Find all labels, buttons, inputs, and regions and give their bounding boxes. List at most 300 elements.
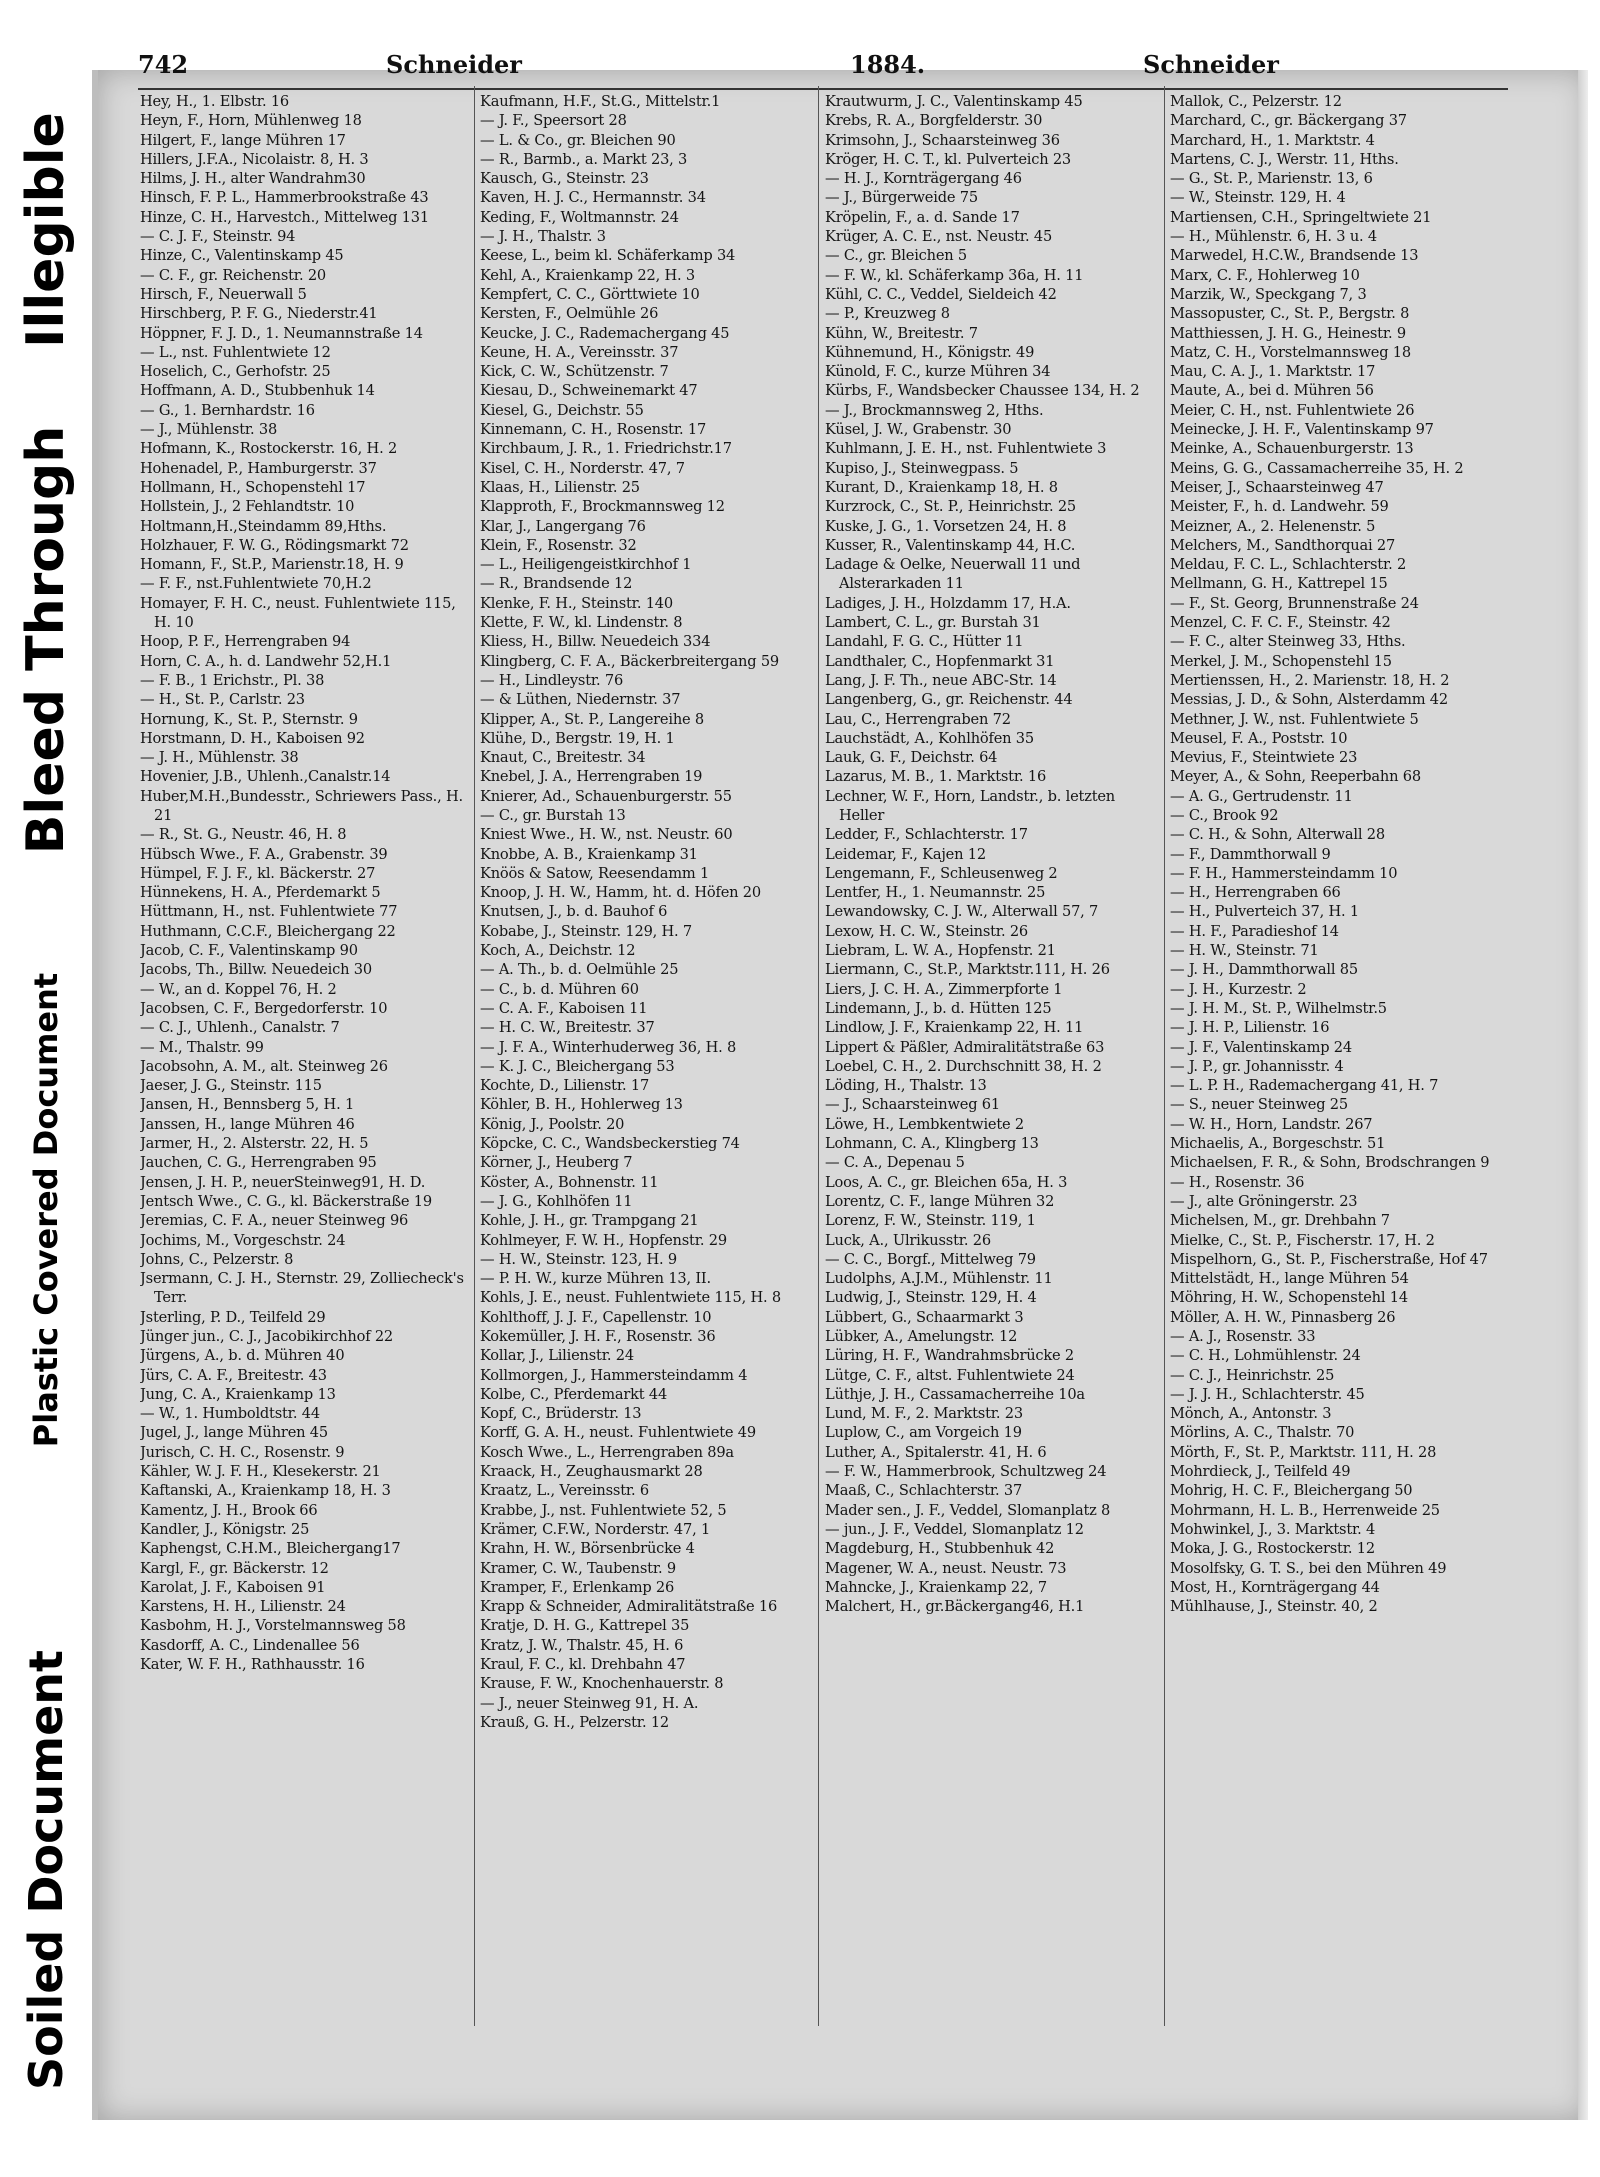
directory-entry: — J., neuer Steinweg 91, H. A. xyxy=(480,1694,699,1712)
directory-entry: Kiesel, G., Deichstr. 55 xyxy=(480,401,644,419)
directory-entry: Kühnemund, H., Königstr. 49 xyxy=(825,343,1035,361)
directory-entry: Kater, W. F. H., Rathhausstr. 16 xyxy=(140,1656,365,1674)
directory-entry: Meier, C. H., nst. Fuhlentwiete 26 xyxy=(1170,401,1415,419)
directory-entry: Jung, C. A., Kraienkamp 13 xyxy=(140,1385,336,1403)
directory-entry: Janssen, H., lange Mühren 46 xyxy=(140,1115,355,1133)
directory-entry: — J. J. H., Schlachterstr. 45 xyxy=(1170,1385,1365,1403)
directory-entry: Klette, F. W., kl. Lindenstr. 8 xyxy=(480,614,683,632)
directory-entry: Kaftanski, A., Kraienkamp 18, H. 3 xyxy=(140,1482,391,1500)
directory-entry: — J., Bürgerweide 75 xyxy=(825,189,978,207)
directory-entry: — W. H., Horn, Landstr. 267 xyxy=(1170,1115,1373,1133)
directory-entry: Merkel, J. M., Schopenstehl 15 xyxy=(1170,652,1392,670)
directory-entry: Melchers, M., Sandthorquai 27 xyxy=(1170,536,1396,554)
directory-entry: Mohwinkel, J., 3. Marktstr. 4 xyxy=(1170,1520,1376,1538)
directory-entry: Lindemann, J., b. d. Hütten 125 xyxy=(825,999,1052,1017)
directory-entry: Maaß, C., Schlachterstr. 37 xyxy=(825,1482,1023,1500)
directory-entry: Matthiessen, J. H. G., Heinestr. 9 xyxy=(1170,324,1406,342)
directory-entry: Knaut, C., Breitestr. 34 xyxy=(480,749,646,767)
directory-entry: Mertienssen, H., 2. Marienstr. 18, H. 2 xyxy=(1170,671,1450,689)
directory-entry: Klaas, H., Lilienstr. 25 xyxy=(480,478,640,496)
directory-entry: Lentfer, H., 1. Neumannstr. 25 xyxy=(825,884,1046,902)
directory-entry: — J. H., Thalstr. 3 xyxy=(480,228,606,246)
directory-entry: Koch, A., Deichstr. 12 xyxy=(480,942,636,960)
directory-entry: Löding, H., Thalstr. 13 xyxy=(825,1077,987,1095)
directory-entry: Kraul, F. C., kl. Drehbahn 47 xyxy=(480,1656,686,1674)
directory-entry: Homayer, F. H. C., neust. Fuhlentwiete 115, H. 10 xyxy=(140,594,456,632)
directory-entry: Mau, C. A. J., 1. Marktstr. 17 xyxy=(1170,363,1376,381)
directory-entry: Kick, C. W., Schützenstr. 7 xyxy=(480,363,669,381)
directory-entry: — R., Barmb., a. Markt 23, 3 xyxy=(480,150,688,168)
directory-entry: Krautwurm, J. C., Valentinskamp 45 xyxy=(825,93,1083,110)
directory-entry: Leidemar, F., Kajen 12 xyxy=(825,845,986,863)
directory-entry: Loos, A. C., gr. Bleichen 65a, H. 3 xyxy=(825,1173,1068,1191)
directory-column-2 xyxy=(480,92,805,2022)
directory-entry: Kandler, J., Königstr. 25 xyxy=(140,1520,310,1538)
directory-entry: — J. H., Kurzestr. 2 xyxy=(1170,980,1307,998)
directory-entry: Krebs, R. A., Borgfelderstr. 30 xyxy=(825,112,1043,130)
directory-entry: Hilgert, F., lange Mühren 17 xyxy=(140,131,346,149)
directory-entry: Kramper, F., Erlenkamp 26 xyxy=(480,1578,675,1596)
directory-entry: — A. G., Gertrudenstr. 11 xyxy=(1170,787,1353,805)
directory-entry: Küsel, J. W., Grabenstr. 30 xyxy=(825,421,1012,439)
directory-entry: Ladiges, J. H., Holzdamm 17, H.A. xyxy=(825,594,1071,612)
directory-entry: Lübker, A., Amelungstr. 12 xyxy=(825,1328,1018,1345)
directory-entry: Lang, J. F. Th., neue ABC-Str. 14 xyxy=(825,671,1057,689)
directory-entry: Möller, A. H. W., Pinnasberg 26 xyxy=(1170,1308,1396,1326)
directory-entry: Holtmann,H.,Steindamm 89,Hths. xyxy=(140,517,387,535)
directory-entry: Meyer, A., & Sohn, Reeperbahn 68 xyxy=(1170,768,1421,786)
column-divider xyxy=(818,86,819,2026)
directory-entry: — G., 1. Bernhardstr. 16 xyxy=(140,401,315,419)
directory-entry: Michaelis, A., Borgeschstr. 51 xyxy=(1170,1135,1386,1153)
directory-entry: Kühl, C. C., Veddel, Sieldeich 42 xyxy=(825,285,1057,303)
page-header xyxy=(138,50,1508,90)
directory-entry: Klein, F., Rosenstr. 32 xyxy=(480,536,637,554)
directory-entry: — H., Herrengraben 66 xyxy=(1170,884,1341,902)
directory-entry: Hilms, J. H., alter Wandrahm30 xyxy=(140,170,366,188)
directory-entry: Kratje, D. H. G., Kattrepel 35 xyxy=(480,1617,690,1635)
directory-entry: — L. & Co., gr. Bleichen 90 xyxy=(480,131,676,149)
directory-entry: Kniest Wwe., H. W., nst. Neustr. 60 xyxy=(480,826,733,844)
directory-entry: — A. Th., b. d. Oelmühle 25 xyxy=(480,961,679,979)
directory-entry: — C. A., Depenau 5 xyxy=(825,1154,965,1172)
directory-entry: Johns, C., Pelzerstr. 8 xyxy=(140,1250,294,1268)
directory-entry: Hornung, K., St. P., Sternstr. 9 xyxy=(140,710,358,728)
directory-entry: Knöös & Satow, Reesendamm 1 xyxy=(480,864,710,882)
directory-entry: Hinze, C. H., Harvestch., Mittelweg 131 xyxy=(140,208,429,226)
directory-entry: — J. H. P., Lilienstr. 16 xyxy=(1170,1019,1330,1037)
directory-entry: Mühlhause, J., Steinstr. 40, 2 xyxy=(1170,1598,1378,1616)
column-divider xyxy=(1164,86,1165,2026)
directory-entry: Magdeburg, H., Stubbenhuk 42 xyxy=(825,1540,1055,1558)
directory-entry: — L., Heiligengeistkirchhof 1 xyxy=(480,556,692,574)
directory-entry: Lütge, C. F., altst. Fuhlentwiete 24 xyxy=(825,1366,1075,1384)
directory-entry: Jaeser, J. G., Steinstr. 115 xyxy=(140,1077,322,1095)
directory-entry: Kuhlmann, J. E. H., nst. Fuhlentwiete 3 xyxy=(825,440,1107,458)
directory-entry: Kühn, W., Breitestr. 7 xyxy=(825,324,978,342)
directory-entry: Mellmann, G. H., Kattrepel 15 xyxy=(1170,575,1388,593)
directory-entry: Lindlow, J. F., Kraienkamp 22, H. 11 xyxy=(825,1019,1084,1037)
directory-entry: Lorentz, C. F., lange Mühren 32 xyxy=(825,1192,1055,1210)
directory-entry: — S., neuer Steinweg 25 xyxy=(1170,1096,1348,1114)
directory-entry: Hüttmann, H., nst. Fuhlentwiete 77 xyxy=(140,903,398,921)
directory-column-4 xyxy=(1170,92,1500,2022)
directory-entry: Kröger, H. C. T., kl. Pulverteich 23 xyxy=(825,150,1072,168)
directory-entry: Kollar, J., Lilienstr. 24 xyxy=(480,1347,634,1365)
directory-entry: Mevius, F., Steintwiete 23 xyxy=(1170,749,1358,767)
directory-entry: Krämer, C.F.W., Norderstr. 47, 1 xyxy=(480,1520,711,1538)
directory-entry: Kohlthoff, J. J. F., Capellenstr. 10 xyxy=(480,1308,712,1326)
directory-entry: Ledder, F., Schlachterstr. 17 xyxy=(825,826,1028,844)
directory-entry: — J. F. A., Winterhuderweg 36, H. 8 xyxy=(480,1038,737,1056)
directory-entry: — & Lüthen, Niedernstr. 37 xyxy=(480,691,681,709)
directory-entry: Karolat, J. F., Kaboisen 91 xyxy=(140,1578,326,1596)
directory-entry: Kersten, F., Oelmühle 26 xyxy=(480,305,659,323)
directory-entry: Kusser, R., Valentinskamp 44, H.C. xyxy=(825,536,1076,554)
directory-entry: Horn, C. A., h. d. Landwehr 52,H.1 xyxy=(140,652,392,670)
directory-entry: Luplow, C., am Vorgeich 19 xyxy=(825,1424,1022,1442)
directory-entry: Jentsch Wwe., C. G., kl. Bäckerstraße 19 xyxy=(140,1192,432,1210)
directory-entry: — M., Thalstr. 99 xyxy=(140,1038,264,1056)
directory-entry: Klapproth, F., Brockmannsweg 12 xyxy=(480,498,725,516)
directory-entry: Mispelhorn, G., St. P., Fischerstraße, Hof 47 xyxy=(1170,1250,1488,1268)
directory-entry: Lauk, G. F., Deichstr. 64 xyxy=(825,749,998,767)
directory-entry: Löwe, H., Lembkentwiete 2 xyxy=(825,1115,1024,1133)
directory-entry: Matz, C. H., Vorstelmannsweg 18 xyxy=(1170,343,1411,361)
directory-entry: Luther, A., Spitalerstr. 41, H. 6 xyxy=(825,1443,1047,1461)
directory-entry: Mallok, C., Pelzerstr. 12 xyxy=(1170,93,1342,110)
directory-entry: Menzel, C. F. C. F., Steinstr. 42 xyxy=(1170,614,1391,632)
directory-entry: Höppner, F. J. D., 1. Neumannstraße 14 xyxy=(140,324,423,342)
directory-entry: — H. F., Paradieshof 14 xyxy=(1170,922,1339,940)
directory-entry: — H. C. W., Breitestr. 37 xyxy=(480,1019,655,1037)
directory-entry: Marchard, H., 1. Marktstr. 4 xyxy=(1170,131,1375,149)
directory-entry: — C. A. F., Kaboisen 11 xyxy=(480,999,648,1017)
directory-entry: — F. B., 1 Erichstr., Pl. 38 xyxy=(140,671,325,689)
directory-entry: Klar, J., Langergang 76 xyxy=(480,517,646,535)
directory-entry: Lexow, H. C. W., Steinstr. 26 xyxy=(825,922,1029,940)
directory-entry: Meinecke, J. H. F., Valentinskamp 97 xyxy=(1170,421,1434,439)
directory-entry: — P. H. W., kurze Mühren 13, II. xyxy=(480,1270,711,1288)
directory-entry: Kochte, D., Lilienstr. 17 xyxy=(480,1077,650,1095)
directory-entry: — C. J., Heinrichstr. 25 xyxy=(1170,1366,1335,1384)
directory-entry: — J. G., Kohlhöfen 11 xyxy=(480,1192,633,1210)
directory-entry: Liermann, C., St.P., Marktstr.111, H. 26 xyxy=(825,961,1110,979)
directory-entry: Jacobsohn, A. M., alt. Steinweg 26 xyxy=(140,1057,388,1075)
directory-entry: — C., gr. Bleichen 5 xyxy=(825,247,968,265)
directory-entry: Krapp & Schneider, Admiralitätstraße 16 xyxy=(480,1598,778,1616)
directory-entry: Mörth, F., St. P., Marktstr. 111, H. 28 xyxy=(1170,1443,1437,1461)
directory-entry: Hoselich, C., Gerhofstr. 25 xyxy=(140,363,331,381)
header-year: 1884. xyxy=(850,50,926,79)
directory-entry: Liebram, L. W. A., Hopfenstr. 21 xyxy=(825,942,1056,960)
directory-entry: Kohle, J. H., gr. Trampgang 21 xyxy=(480,1212,699,1230)
directory-entry: Ludwig, J., Steinstr. 129, H. 4 xyxy=(825,1289,1037,1307)
directory-entry: Keucke, J. C., Rademachergang 45 xyxy=(480,324,730,342)
directory-entry: Meinke, A., Schauenburgerstr. 13 xyxy=(1170,440,1414,458)
directory-entry: Klingberg, C. F. A., Bäckerbreitergang 59 xyxy=(480,652,780,670)
directory-entry: Kamentz, J. H., Brook 66 xyxy=(140,1501,318,1519)
directory-entry: Liers, J. C. H. A., Zimmerpforte 1 xyxy=(825,980,1063,998)
directory-entry: — C. C., Borgf., Mittelweg 79 xyxy=(825,1250,1036,1268)
label-bleed-through: Bleed Through xyxy=(16,425,76,855)
header-left-word: Schneider xyxy=(386,50,522,79)
directory-entry: Kirchbaum, J. R., 1. Friedrichstr.17 xyxy=(480,440,732,458)
directory-entry: Kollmorgen, J., Hammersteindamm 4 xyxy=(480,1366,748,1384)
directory-entry: Kupiso, J., Steinwegpass. 5 xyxy=(825,459,1019,477)
directory-entry: — J., Mühlenstr. 38 xyxy=(140,421,278,439)
directory-entry: Hey, H., 1. Elbstr. 16 xyxy=(140,93,289,110)
column-divider xyxy=(474,86,475,2026)
directory-entry: Kosch Wwe., L., Herrengraben 89a xyxy=(480,1443,734,1461)
directory-entry: Kempfert, C. C., Görttwiete 10 xyxy=(480,285,700,303)
directory-entry: Krause, F. W., Knochenhauerstr. 8 xyxy=(480,1675,724,1693)
directory-entry: Jsermann, C. J. H., Sternstr. 29, Zolliecheck's Terr. xyxy=(140,1270,464,1307)
directory-entry: Kiesau, D., Schweinemarkt 47 xyxy=(480,382,698,400)
directory-entry: Magener, W. A., neust. Neustr. 73 xyxy=(825,1559,1067,1577)
directory-entry: Hünnekens, H. A., Pferdemarkt 5 xyxy=(140,884,381,902)
directory-entry: Lüthje, J. H., Cassamacherreihe 10a xyxy=(825,1385,1085,1403)
directory-entry: Kratz, J. W., Thalstr. 45, H. 6 xyxy=(480,1636,684,1654)
directory-entry: Klipper, A., St. P., Langereihe 8 xyxy=(480,710,704,728)
directory-entry: — L., nst. Fuhlentwiete 12 xyxy=(140,343,331,361)
directory-entry: Hoffmann, A. D., Stubbenhuk 14 xyxy=(140,382,375,400)
directory-entry: Köhler, B. H., Hohlerweg 13 xyxy=(480,1096,683,1114)
directory-entry: Mohrig, H. C. F., Bleichergang 50 xyxy=(1170,1482,1413,1500)
label-soiled-document: Soiled Document xyxy=(19,1649,73,2091)
directory-entry: Luck, A., Ulrikusstr. 26 xyxy=(825,1231,991,1249)
directory-entry: Kohlmeyer, F. W. H., Hopfenstr. 29 xyxy=(480,1231,727,1249)
directory-entry: Keese, L., beim kl. Schäferkamp 34 xyxy=(480,247,736,265)
directory-entry: Meins, G. G., Cassamacherreihe 35, H. 2 xyxy=(1170,459,1464,477)
directory-entry: Hillers, J.F.A., Nicolaistr. 8, H. 3 xyxy=(140,150,369,168)
directory-entry: Landahl, F. G. C., Hütter 11 xyxy=(825,633,1024,651)
directory-entry: Mörlins, A. C., Thalstr. 70 xyxy=(1170,1424,1355,1442)
directory-entry: Kramer, C. W., Taubenstr. 9 xyxy=(480,1559,676,1577)
directory-entry: Kaven, H. J. C., Hermannstr. 34 xyxy=(480,189,706,207)
directory-entry: Meusel, F. A., Poststr. 10 xyxy=(1170,729,1348,747)
directory-entry: — W., 1. Humboldtstr. 44 xyxy=(140,1405,320,1423)
directory-entry: Keding, F., Woltmannstr. 24 xyxy=(480,208,679,226)
document-condition-labels xyxy=(0,0,92,2177)
directory-entry: Hollstein, J., 2 Fehlandtstr. 10 xyxy=(140,498,355,516)
directory-entry: Huthmann, C.C.F., Bleichergang 22 xyxy=(140,922,396,940)
directory-entry: Most, H., Kornträgergang 44 xyxy=(1170,1578,1380,1596)
directory-entry: — W., an d. Koppel 76, H. 2 xyxy=(140,980,337,998)
directory-entry: Kröpelin, F., a. d. Sande 17 xyxy=(825,208,1020,226)
directory-entry: — R., Brandsende 12 xyxy=(480,575,633,593)
directory-entry: Lechner, W. F., Horn, Landstr., b. letzten Heller xyxy=(825,787,1115,824)
directory-entry: — R., St. G., Neustr. 46, H. 8 xyxy=(140,826,347,844)
directory-entry: — jun., J. F., Veddel, Slomanplatz 12 xyxy=(825,1520,1084,1538)
directory-entry: — P., Kreuzweg 8 xyxy=(825,305,950,323)
directory-entry: Kobabe, J., Steinstr. 129, H. 7 xyxy=(480,922,693,940)
directory-entry: Krahn, H. W., Börsenbrücke 4 xyxy=(480,1540,695,1558)
directory-entry: Jansen, H., Bennsberg 5, H. 1 xyxy=(140,1096,355,1114)
directory-entry: Keune, H. A., Vereinsstr. 37 xyxy=(480,343,679,361)
directory-entry: Lübbert, G., Schaarmarkt 3 xyxy=(825,1308,1024,1326)
directory-entry: Methner, J. W., nst. Fuhlentwiete 5 xyxy=(1170,710,1419,728)
directory-entry: — J., alte Gröningerstr. 23 xyxy=(1170,1192,1358,1210)
directory-entry: Loebel, C. H., 2. Durchschnitt 38, H. 2 xyxy=(825,1057,1102,1075)
directory-entry: Kaphengst, C.H.M., Bleichergang17 xyxy=(140,1540,401,1558)
directory-column-3 xyxy=(825,92,1150,2022)
directory-entry: — H., Mühlenstr. 6, H. 3 u. 4 xyxy=(1170,228,1377,246)
directory-entry: Knebel, J. A., Herrengraben 19 xyxy=(480,768,703,786)
directory-entry: Landthaler, C., Hopfenmarkt 31 xyxy=(825,652,1055,670)
directory-entry: — C. J. F., Steinstr. 94 xyxy=(140,228,296,246)
directory-entry: — J. P., gr. Johannisstr. 4 xyxy=(1170,1057,1344,1075)
label-plastic-covered-document: Plastic Covered Document xyxy=(27,972,65,1448)
directory-entry: Martiensen, C.H., Springeltwiete 21 xyxy=(1170,208,1432,226)
directory-entry: Krabbe, J., nst. Fuhlentwiete 52, 5 xyxy=(480,1501,727,1519)
directory-entry: Jürs, C. A. F., Breitestr. 43 xyxy=(140,1366,327,1384)
directory-entry: — J. F., Valentinskamp 24 xyxy=(1170,1038,1352,1056)
directory-entry: Köster, A., Bohnenstr. 11 xyxy=(480,1173,659,1191)
directory-entry: Heyn, F., Horn, Mühlenweg 18 xyxy=(140,112,362,130)
directory-entry: Korff, G. A. H., neust. Fuhlentwiete 49 xyxy=(480,1424,756,1442)
directory-entry: Lorenz, F. W., Steinstr. 119, 1 xyxy=(825,1212,1036,1230)
page-number: 742 xyxy=(138,50,189,79)
directory-entry: Kraatz, L., Vereinsstr. 6 xyxy=(480,1482,650,1500)
directory-entry: Mahncke, J., Kraienkamp 22, 7 xyxy=(825,1578,1047,1596)
directory-entry: König, J., Poolstr. 20 xyxy=(480,1115,625,1133)
directory-entry: Knutsen, J., b. d. Bauhof 6 xyxy=(480,903,668,921)
directory-entry: Klenke, F. H., Steinstr. 140 xyxy=(480,594,673,612)
directory-entry: Hollmann, H., Schopenstehl 17 xyxy=(140,478,366,496)
directory-entry: Jacobs, Th., Billw. Neuedeich 30 xyxy=(140,961,372,979)
directory-entry: Hofmann, K., Rostockerstr. 16, H. 2 xyxy=(140,440,398,458)
directory-entry: Kraack, H., Zeughausmarkt 28 xyxy=(480,1463,703,1481)
directory-entry: Köpcke, C. C., Wandsbeckerstieg 74 xyxy=(480,1135,740,1153)
directory-entry: Lau, C., Herrengraben 72 xyxy=(825,710,1011,728)
directory-entry: — C., b. d. Mühren 60 xyxy=(480,980,639,998)
directory-entry: — F., Dammthorwall 9 xyxy=(1170,845,1331,863)
directory-entry: — H., St. P., Carlstr. 23 xyxy=(140,691,305,709)
directory-entry: Kokemüller, J. H. F., Rosenstr. 36 xyxy=(480,1328,716,1345)
directory-entry: Kähler, W. J. F. H., Klesekerstr. 21 xyxy=(140,1463,381,1481)
directory-entry: Jugel, J., lange Mühren 45 xyxy=(140,1424,328,1442)
directory-entry: Kohls, J. E., neust. Fuhlentwiete 115, H. 8 xyxy=(480,1289,782,1307)
directory-entry: — F., St. Georg, Brunnenstraße 24 xyxy=(1170,594,1419,612)
directory-entry: Huber,M.H.,Bundesstr., Schriewers Pass., H. 21 xyxy=(140,787,463,824)
directory-entry: Jochims, M., Vorgeschstr. 24 xyxy=(140,1231,346,1249)
directory-entry: Mohrmann, H. L. B., Herrenweide 25 xyxy=(1170,1501,1440,1519)
directory-entry: Kaufmann, H.F., St.G., Mittelstr.1 xyxy=(480,93,721,110)
directory-entry: Jeremias, C. F. A., neuer Steinweg 96 xyxy=(140,1212,409,1230)
directory-entry: Hoop, P. F., Herrengraben 94 xyxy=(140,633,351,651)
directory-entry: — A. J., Rosenstr. 33 xyxy=(1170,1328,1316,1345)
directory-entry: — H., Pulverteich 37, H. 1 xyxy=(1170,903,1359,921)
directory-entry: Jsterling, P. D., Teilfeld 29 xyxy=(140,1308,326,1326)
directory-entry: — G., St. P., Marienstr. 13, 6 xyxy=(1170,170,1373,188)
directory-entry: — C. H., Lohmühlenstr. 24 xyxy=(1170,1347,1361,1365)
directory-entry: Karstens, H. H., Lilienstr. 24 xyxy=(140,1598,346,1616)
directory-entry: Mosolfsky, G. T. S., bei den Mühren 49 xyxy=(1170,1559,1447,1577)
directory-entry: — C., Brook 92 xyxy=(1170,806,1279,824)
directory-entry: Mönch, A., Antonstr. 3 xyxy=(1170,1405,1332,1423)
directory-entry: — H., Lindleystr. 76 xyxy=(480,671,624,689)
directory-entry: Knobbe, A. B., Kraienkamp 31 xyxy=(480,845,698,863)
directory-entry: Krüger, A. C. E., nst. Neustr. 45 xyxy=(825,228,1053,246)
directory-entry: Möhring, H. W., Schopenstehl 14 xyxy=(1170,1289,1408,1307)
directory-entry: Hohenadel, P., Hamburgerstr. 37 xyxy=(140,459,377,477)
directory-entry: Hovenier, J.B., Uhlenh.,Canalstr.14 xyxy=(140,768,391,786)
directory-entry: — J. F., Speersort 28 xyxy=(480,112,627,130)
directory-entry: Hirsch, F., Neuerwall 5 xyxy=(140,285,307,303)
header-right-word: Schneider xyxy=(1143,50,1279,79)
directory-entry: Mohrdieck, J., Teilfeld 49 xyxy=(1170,1463,1351,1481)
directory-entry: Jauchen, C. G., Herrengraben 95 xyxy=(140,1154,377,1172)
directory-entry: Marzik, W., Speckgang 7, 3 xyxy=(1170,285,1367,303)
directory-entry: Kehl, A., Kraienkamp 22, H. 3 xyxy=(480,266,695,284)
directory-entry: — J., Schaarsteinweg 61 xyxy=(825,1096,1000,1114)
directory-entry: Kuske, J. G., 1. Vorsetzen 24, H. 8 xyxy=(825,517,1067,535)
label-illegible: Illegible xyxy=(16,112,76,348)
directory-entry: Lambert, C. L., gr. Burstah 31 xyxy=(825,614,1041,632)
directory-entry: — K. J. C., Bleichergang 53 xyxy=(480,1057,675,1075)
directory-entry: Hinze, C., Valentinskamp 45 xyxy=(140,247,344,265)
directory-entry: Moka, J. G., Rostockerstr. 12 xyxy=(1170,1540,1375,1558)
directory-entry: Kurzrock, C., St. P., Heinrichstr. 25 xyxy=(825,498,1077,516)
directory-entry: Lund, M. F., 2. Marktstr. 23 xyxy=(825,1405,1023,1423)
directory-entry: Massopuster, C., St. P., Bergstr. 8 xyxy=(1170,305,1410,323)
directory-entry: — F. F., nst.Fuhlentwiete 70,H.2 xyxy=(140,575,372,593)
directory-entry: Lewandowsky, C. J. W., Alterwall 57, 7 xyxy=(825,903,1099,921)
directory-entry: — C. F., gr. Reichenstr. 20 xyxy=(140,266,326,284)
directory-entry: Lazarus, M. B., 1. Marktstr. 16 xyxy=(825,768,1047,786)
directory-entry: — W., Steinstr. 129, H. 4 xyxy=(1170,189,1346,207)
directory-entry: Kisel, C. H., Norderstr. 47, 7 xyxy=(480,459,685,477)
directory-entry: Messias, J. D., & Sohn, Alsterdamm 42 xyxy=(1170,691,1448,709)
directory-entry: Lohmann, C. A., Klingberg 13 xyxy=(825,1135,1039,1153)
directory-entry: Maute, A., bei d. Mühren 56 xyxy=(1170,382,1374,400)
directory-entry: Klühe, D., Bergstr. 19, H. 1 xyxy=(480,729,675,747)
directory-entry: — C. H., & Sohn, Alterwall 28 xyxy=(1170,826,1385,844)
directory-entry: Jürgens, A., b. d. Mühren 40 xyxy=(140,1347,345,1365)
directory-entry: Mader sen., J. F., Veddel, Slomanplatz 8 xyxy=(825,1501,1111,1519)
directory-entry: Kargl, F., gr. Bäckerstr. 12 xyxy=(140,1559,329,1577)
directory-entry: Marchard, C., gr. Bäckergang 37 xyxy=(1170,112,1407,130)
directory-entry: Körner, J., Heuberg 7 xyxy=(480,1154,633,1172)
directory-entry: — H. W., Steinstr. 71 xyxy=(1170,942,1319,960)
directory-entry: Jarmer, H., 2. Alsterstr. 22, H. 5 xyxy=(140,1135,369,1153)
directory-entry: — L. P. H., Rademachergang 41, H. 7 xyxy=(1170,1077,1439,1095)
directory-entry: Langenberg, G., gr. Reichenstr. 44 xyxy=(825,691,1073,709)
directory-entry: — F. C., alter Steinweg 33, Hths. xyxy=(1170,633,1406,651)
directory-entry: Lippert & Päßler, Admiralitätstraße 63 xyxy=(825,1038,1105,1056)
directory-entry: Meldau, F. C. L., Schlachterstr. 2 xyxy=(1170,556,1407,574)
directory-entry: Lüring, H. F., Wandrahmsbrücke 2 xyxy=(825,1347,1074,1365)
directory-entry: — F. W., kl. Schäferkamp 36a, H. 11 xyxy=(825,266,1084,284)
directory-entry: Horstmann, D. H., Kaboisen 92 xyxy=(140,729,365,747)
directory-entry: — H. J., Kornträgergang 46 xyxy=(825,170,1022,188)
directory-entry: Hinsch, F. P. L., Hammerbrookstraße 43 xyxy=(140,189,429,207)
directory-entry: Knoop, J. H. W., Hamm, ht. d. Höfen 20 xyxy=(480,884,761,902)
directory-entry: Martens, C. J., Werstr. 11, Hths. xyxy=(1170,150,1399,168)
directory-entry: Kurant, D., Kraienkamp 18, H. 8 xyxy=(825,478,1058,496)
directory-entry: Marx, C. F., Hohlerweg 10 xyxy=(1170,266,1360,284)
directory-entry: Knierer, Ad., Schauenburgerstr. 55 xyxy=(480,787,732,805)
directory-entry: Künold, F. C., kurze Mühren 34 xyxy=(825,363,1051,381)
directory-entry: Krauß, G. H., Pelzerstr. 12 xyxy=(480,1713,670,1731)
directory-entry: Michaelsen, F. R., & Sohn, Brodschrangen 9 xyxy=(1170,1154,1490,1172)
directory-entry: — F. H., Hammersteindamm 10 xyxy=(1170,864,1398,882)
directory-entry: — H., Rosenstr. 36 xyxy=(1170,1173,1305,1191)
directory-entry: Jurisch, C. H. C., Rosenstr. 9 xyxy=(140,1443,345,1461)
directory-entry: Meister, F., h. d. Landwehr. 59 xyxy=(1170,498,1389,516)
directory-entry: Lauchstädt, A., Kohlhöfen 35 xyxy=(825,729,1034,747)
